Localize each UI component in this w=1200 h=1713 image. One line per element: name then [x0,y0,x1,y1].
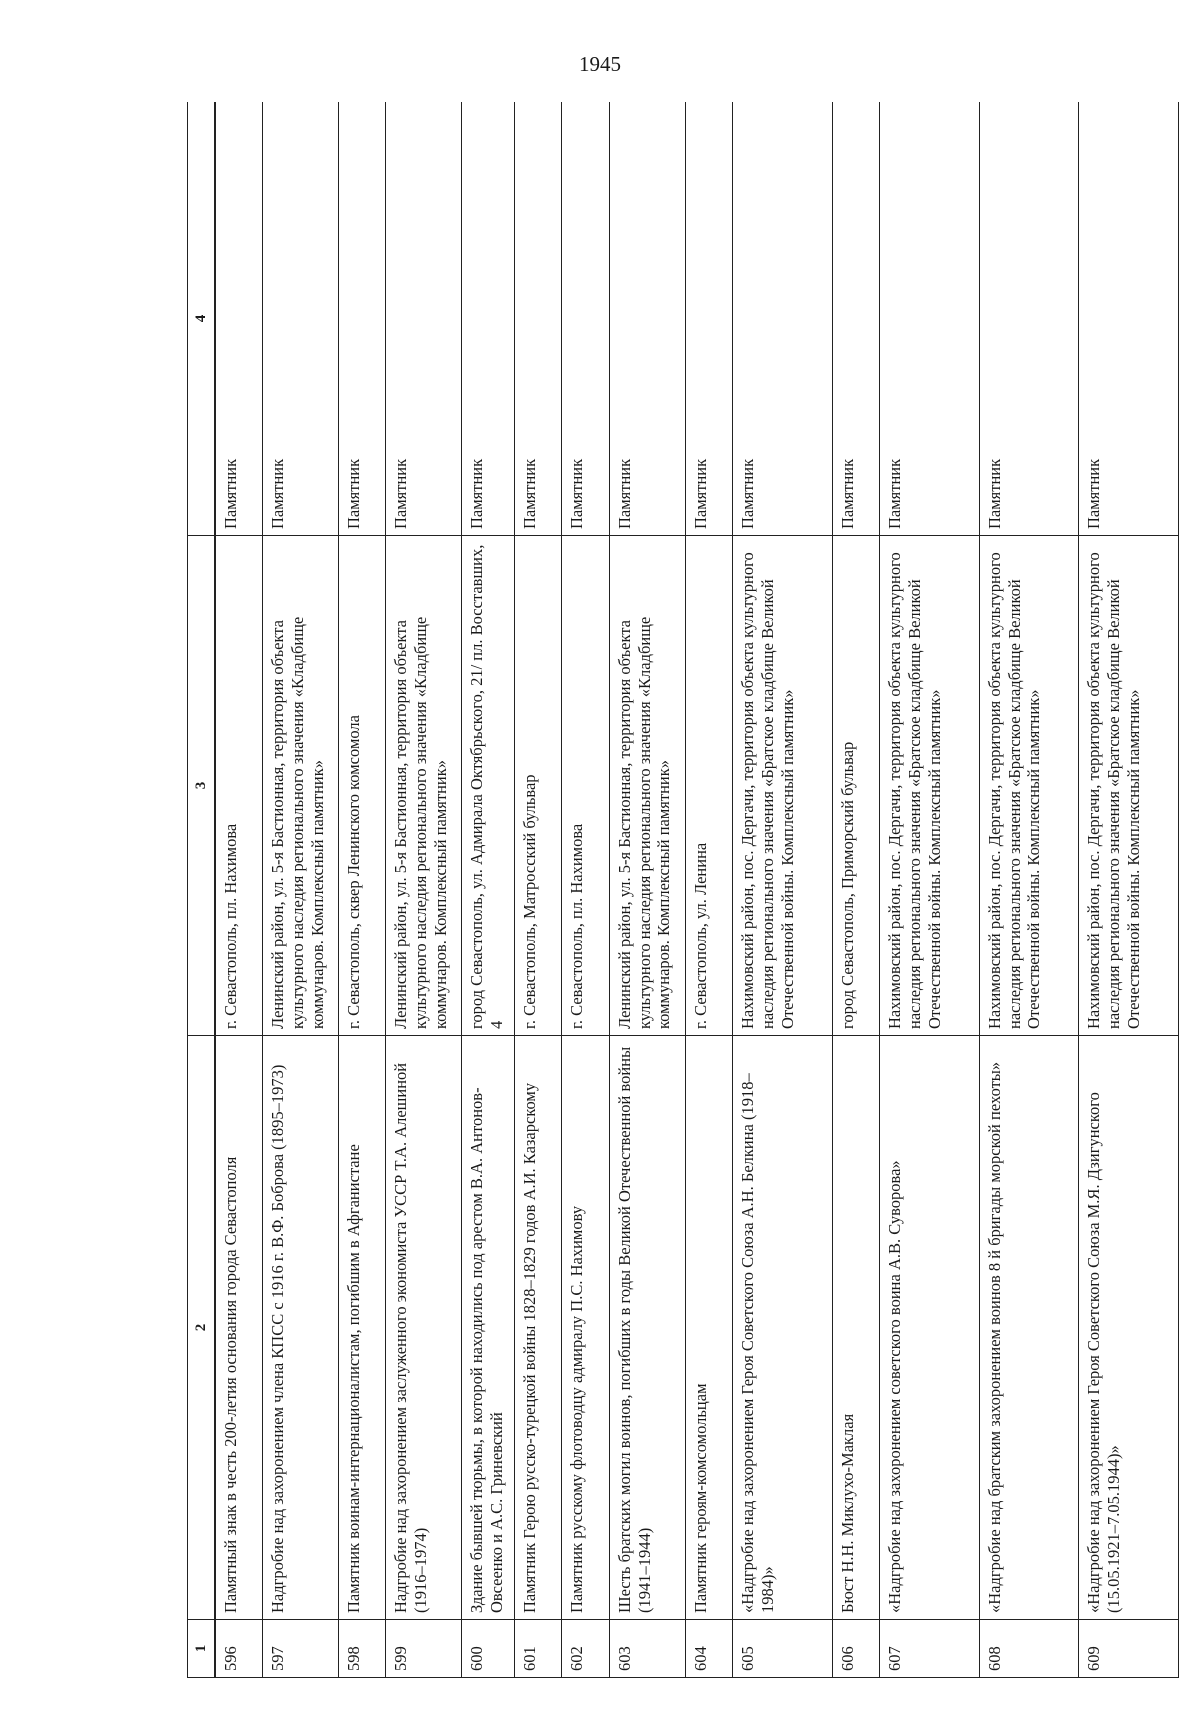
object-address: г. Севастополь, пл. Нахимова [215,536,263,1036]
object-type: Памятник [832,102,880,536]
row-number: 601 [514,1620,562,1678]
monuments-table-container [187,102,1179,1678]
object-name: Памятник воинам-интернационалистам, погибшим в Афганистане [338,1036,386,1620]
row-number: 598 [338,1620,386,1678]
object-name: Памятник Герою русско-турецкой войны 1828–1829 годов А.И. Казарскому [514,1036,562,1620]
object-name: Здание бывшей тюрьмы, в которой находились под арестом В.А. Антонов-Овсеенко и А.С. Гриневский [462,1036,515,1620]
object-name: Памятник русскому флотоводцу адмиралу П.С. Нахимову [562,1036,610,1620]
object-address: Нахимовский район, пос. Дергачи, территория объекта культурного наследия регионального значения «Братское кладбище Великой Отечественной войны. Комплексный памятник» [1079,536,1179,1036]
table-row [562,102,610,1678]
table-row [514,102,562,1678]
object-name: Бюст Н.Н. Миклухо-Маклая [832,1036,880,1620]
object-name: Надгробие над захоронением заслуженного экономиста УССР Т.А. Алешиной (1916–1974) [386,1036,462,1620]
object-name: Шесть братских могил воинов, погибших в годы Великой Отечественной войны (1941–1944) [609,1036,685,1620]
object-type: Памятник [880,102,980,536]
object-type: Памятник [514,102,562,536]
row-number: 597 [263,1620,339,1678]
object-address: город Севастополь, ул. Адмирала Октябрьского, 21/ пл. Восставших, 4 [462,536,515,1036]
row-number: 604 [685,1620,733,1678]
table-row [832,102,880,1678]
object-name: «Надгробие над захоронением Героя Советского Союза М.Я. Дзигунского (15.05.1921–7.05.1944)» [1079,1036,1179,1620]
object-address: Ленинский район, ул. 5-я Бастионная, территория объекта культурного наследия регионального значения «Кладбище коммунаров. Комплексный памятник» [386,536,462,1036]
object-type: Памятник [562,102,610,536]
table-row [462,102,515,1678]
object-address: Ленинский район, ул. 5-я Бастионная, территория объекта культурного наследия регионального значения «Кладбище коммунаров. Комплексный памятник» [609,536,685,1036]
object-type: Памятник [338,102,386,536]
table-row [880,102,980,1678]
row-number: 607 [880,1620,980,1678]
object-type: Памятник [215,102,263,536]
object-name: Памятный знак в честь 200-летия основания города Севастополя [215,1036,263,1620]
object-type: Памятник [1079,102,1179,536]
page-number: 1945 [579,52,621,76]
object-type: Памятник [685,102,733,536]
object-name: «Надгробие над захоронением советского воина А.В. Суворова» [880,1036,980,1620]
object-type: Памятник [386,102,462,536]
row-number: 603 [609,1620,685,1678]
object-type: Памятник [609,102,685,536]
header-col-2: 2 [188,1036,216,1620]
rotated-table-area [187,102,1179,1678]
object-name: Памятник героям-комсомольцам [685,1036,733,1620]
object-name: Надгробие над захоронением члена КПСС с 1916 г. В.Ф. Боброва (1895–1973) [263,1036,339,1620]
row-number: 599 [386,1620,462,1678]
row-number: 609 [1079,1620,1179,1678]
header-col-3: 3 [188,536,216,1036]
object-address: г. Севастополь, ул. Ленина [685,536,733,1036]
object-type: Памятник [263,102,339,536]
table-header-row [188,102,216,1678]
object-address: г. Севастополь, сквер Ленинского комсомола [338,536,386,1036]
row-number: 596 [215,1620,263,1678]
table-row [338,102,386,1678]
table-row [733,102,833,1678]
monuments-table [187,102,1179,1678]
object-name: «Надгробие над захоронением Героя Советского Союза А.Н. Белкина (1918–1984)» [733,1036,833,1620]
row-number: 602 [562,1620,610,1678]
header-col-4: 4 [188,102,216,536]
table-row [1079,102,1179,1678]
object-address: Нахимовский район, пос. Дергачи, территория объекта культурного наследия регионального значения «Братское кладбище Великой Отечественной войны. Комплексный памятник» [880,536,980,1036]
table-row [263,102,339,1678]
table-row [685,102,733,1678]
table-row [979,102,1079,1678]
object-type: Памятник [979,102,1079,536]
table-row [609,102,685,1678]
object-address: город Севастополь, Приморский бульвар [832,536,880,1036]
object-address: г. Севастополь, Матросский бульвар [514,536,562,1036]
table-row [215,102,263,1678]
object-address: г. Севастополь, пл. Нахимова [562,536,610,1036]
object-type: Памятник [733,102,833,536]
object-name: «Надгробие над братским захоронением воинов 8 й бригады морской пехоты» [979,1036,1079,1620]
table-row [386,102,462,1678]
row-number: 606 [832,1620,880,1678]
row-number: 600 [462,1620,515,1678]
row-number: 605 [733,1620,833,1678]
object-address: Нахимовский район, пос. Дергачи, территория объекта культурного наследия регионального значения «Братское кладбище Великой Отечественной войны. Комплексный памятник» [979,536,1079,1036]
header-col-1: 1 [188,1620,216,1678]
object-address: Ленинский район, ул. 5-я Бастионная, территория объекта культурного наследия регионального значения «Кладбище коммунаров. Комплексный памятник» [263,536,339,1036]
row-number: 608 [979,1620,1079,1678]
object-address: Нахимовский район, пос. Дергачи, территория объекта культурного наследия регионального значения «Братское кладбище Великой Отечественной войны. Комплексный памятник» [733,536,833,1036]
object-type: Памятник [462,102,515,536]
